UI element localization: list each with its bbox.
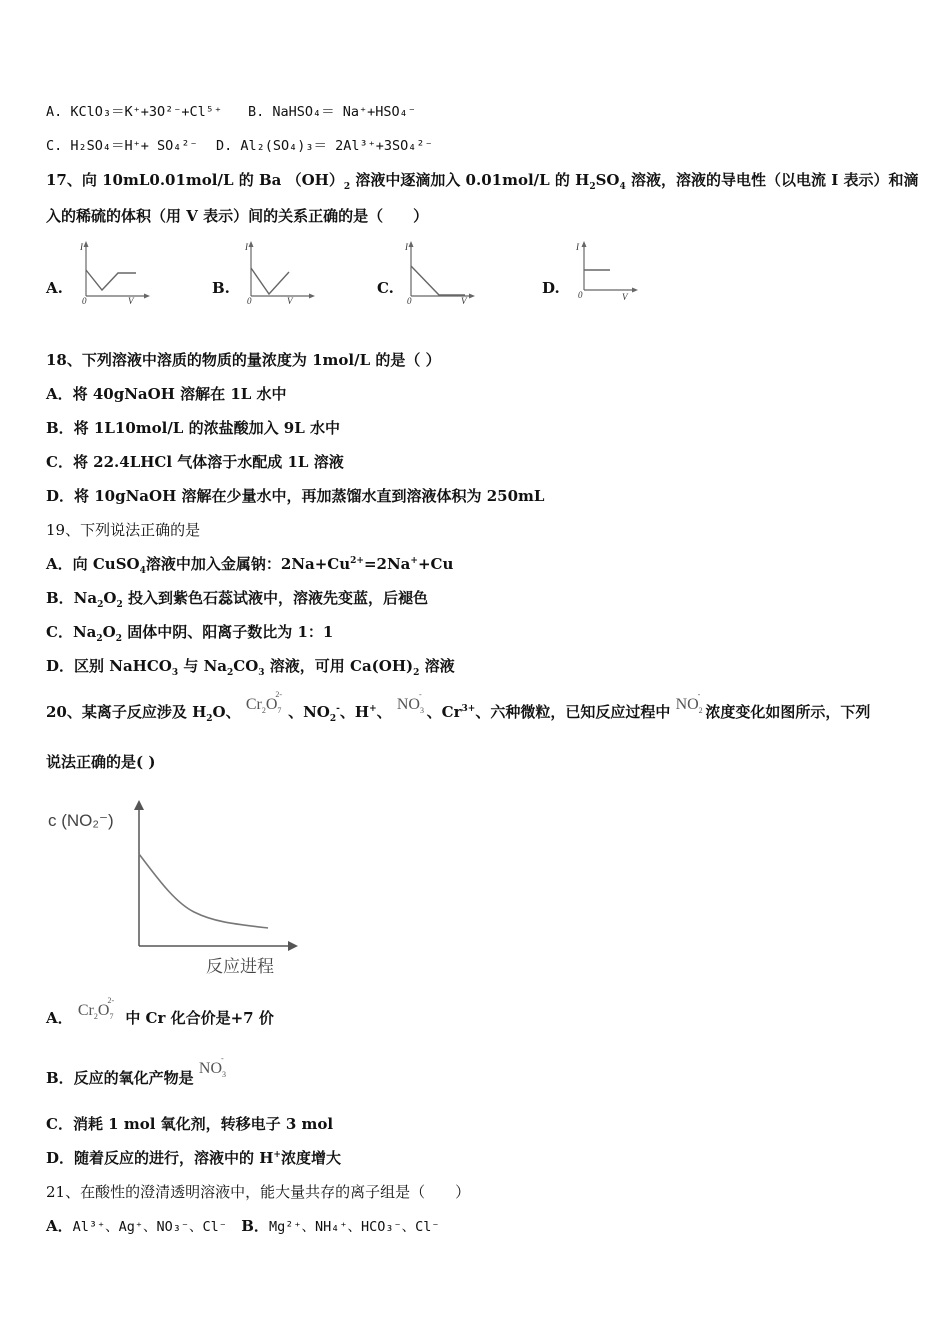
q20-concentration-chart bbox=[44, 796, 304, 982]
nitrate-formula: $NO_3^-$ bbox=[396, 689, 424, 716]
q17-graph-d-axis-i: I bbox=[576, 242, 579, 252]
q17-graph-b-label: B. bbox=[212, 279, 230, 297]
q18-option-c: C．将 22.4LHCl 气体溶于水配成 1L 溶液 bbox=[46, 453, 344, 471]
q18-option-d: D．将 10gNaOH 溶解在少量水中，再加蒸馏水直到溶液体积为 250mL bbox=[46, 487, 545, 505]
q21-stem: 21、在酸性的澄清透明溶液中，能大量共存的离子组是（ ） bbox=[46, 1183, 471, 1201]
q17-graph-b bbox=[243, 240, 315, 304]
q20-option-d: D．随着反应的进行，溶液中的 H+浓度增大 bbox=[46, 1149, 341, 1167]
q17-graph-c-label: C. bbox=[377, 279, 394, 297]
q18-stem: 18、下列溶液中溶质的物质的量浓度为 1mol/L 的是（ ） bbox=[46, 351, 441, 369]
q17-graph-b-axis-o: 0 bbox=[247, 296, 252, 306]
q18-option-b: B．将 1L10mol/L 的浓盐酸加入 9L 水中 bbox=[46, 419, 341, 437]
q21-options: A．Al³⁺、Ag⁺、NO₃⁻、Cl⁻ B．Mg²⁺、NH₄⁺、HCO₃⁻、Cl⁻ bbox=[46, 1217, 440, 1235]
q17-graph-c bbox=[403, 240, 475, 304]
chart-y-label: c (NO₂⁻) bbox=[48, 811, 114, 830]
q17-stem-line2: 入的稀硫的体积（用 V 表示）间的关系正确的是（ ） bbox=[46, 207, 429, 225]
q17-graph-b-axis-i: I bbox=[245, 242, 248, 252]
q17-graph-a-label: A. bbox=[46, 279, 63, 297]
q20-option-a: A． $Cr_2O_7^{2-}$ 中 Cr 化合价是+7 价 bbox=[46, 995, 274, 1027]
q16-option-c: C. H₂SO₄＝H⁺+ SO₄²⁻ bbox=[46, 138, 198, 154]
q21-option-a: Al³⁺、Ag⁺、NO₃⁻、Cl⁻ bbox=[72, 1219, 227, 1235]
q19-stem: 19、下列说法正确的是 bbox=[46, 521, 201, 539]
q17-graph-c-axis-o: 0 bbox=[407, 296, 412, 306]
q20-stem-line1: 20、某离子反应涉及 $H_2O$、 $Cr_2O_7^{2-}$、$NO_2^-$、H+、 $NO_3^-$、$Cr^{3+}$、六种微粒，已知反应过程中 $NO_2^-$浓度变化如图所示，下列 bbox=[46, 689, 871, 724]
q20-option-b: B．反应的氧化产物是 $NO_3^-$ bbox=[46, 1068, 229, 1089]
q17-graph-c-axis-i: I bbox=[405, 242, 408, 252]
q19-option-b: B．$Na_2O_2$ 投入到紫色石蕊试液中，溶液先变蓝，后褪色 bbox=[46, 589, 428, 610]
q19-option-d: D．区别 NaHCO$_3$ 与 $Na_2CO_3$ 溶液，可用 $Ca(OH)_2$ 溶液 bbox=[46, 657, 455, 678]
nitrite-formula: $NO_2^-$ bbox=[675, 689, 703, 716]
q17-graph-d-axis-v: V bbox=[622, 292, 628, 302]
q17-graph-c-axis-v: V bbox=[461, 296, 467, 306]
nitrate-formula-b: $NO_3^-$ bbox=[198, 1053, 227, 1080]
q17-graph-a-axis-v: V bbox=[128, 296, 134, 306]
q19-option-a: A．向 CuSO$_4$溶液中加入金属钠：$2Na+Cu^{2+}=2Na^++Cu$ bbox=[46, 555, 454, 576]
q17-graph-a bbox=[78, 240, 150, 304]
chart-curve bbox=[139, 854, 268, 928]
q17-graph-b-axis-v: V bbox=[287, 296, 293, 306]
dichromate-formula-a: $Cr_2O_7^{2-}$ bbox=[77, 995, 115, 1022]
q16-option-d: D. Al₂(SO₄)₃＝ 2Al³⁺+3SO₄²⁻ bbox=[216, 138, 433, 154]
q17-graph-d bbox=[570, 240, 642, 304]
q20-stem-line2: 说法正确的是( ) bbox=[46, 753, 156, 771]
q21-option-b: Mg²⁺、NH₄⁺、HCO₃⁻、Cl⁻ bbox=[268, 1219, 440, 1235]
q17-graph-a-axis-i: I bbox=[80, 242, 83, 252]
chart-x-label: 反应进程 bbox=[206, 957, 274, 977]
dichromate-formula: $Cr_2O_7^{2-}$ bbox=[245, 689, 283, 716]
q17-graph-d-axis-o: 0 bbox=[578, 290, 583, 300]
q16-option-b: B. NaHSO₄＝ Na⁺+HSO₄⁻ bbox=[248, 104, 416, 120]
q17-graph-d-label: D. bbox=[542, 279, 560, 297]
q17-graph-a-axis-o: 0 bbox=[82, 296, 87, 306]
q18-option-a: A．将 40gNaOH 溶解在 1L 水中 bbox=[46, 385, 287, 403]
q19-option-c: C．$Na_2O_2$ 固体中阴、阳离子数比为 1：1 bbox=[46, 623, 334, 644]
q16-option-a: A. KClO₃＝K⁺+3O²⁻+Cl⁵⁺ bbox=[46, 104, 223, 120]
q17-stem-line1: 17、向 10mL0.01mol/L 的 Ba $(OH)_2$ 溶液中逐滴加入 0.01mol/L 的 $H_2SO_4$ 溶液，溶液的导电性（以电流 I 表示）和滴 bbox=[46, 171, 919, 192]
q20-option-c: C．消耗 1 mol 氧化剂，转移电子 3 mol bbox=[46, 1115, 334, 1133]
